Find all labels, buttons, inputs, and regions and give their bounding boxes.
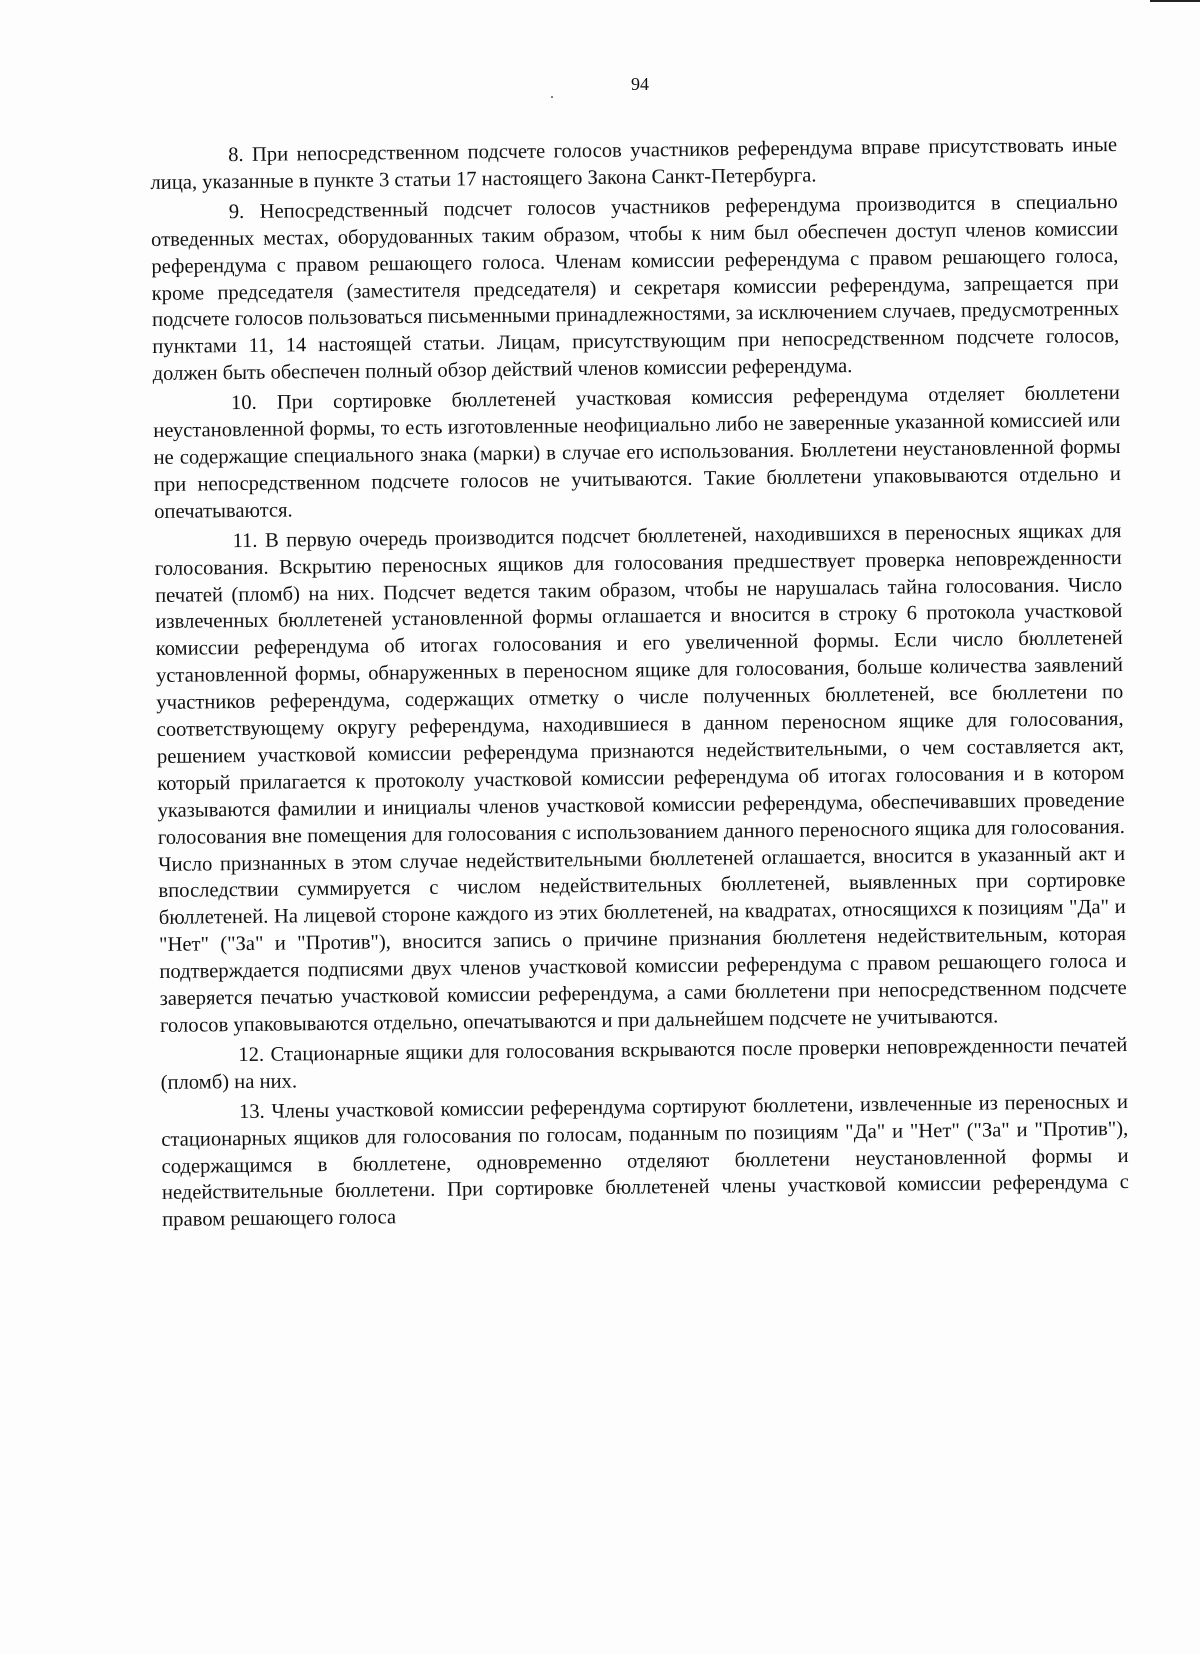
paragraph-13: 13. Члены участковой комиссии референдума сортируют бюллетени, извлеченные из переносных и стационарных ящиков для голосования по голосам, поданным по позициям "Да" и "Нет" ("За" и "Против"), содержащимся в бюллетене, одновременно отделяют бюллетени неустановленной формы и недействительные бюллетени. При сортировке бюллетеней члены участковой комиссии референдума с правом решающего голоса: [161, 1090, 1129, 1232]
paragraph-11: 11. В первую очередь производится подсчет бюллетеней, находившихся в переносных ящиках для голосования. Вскрытию переносных ящиков для голосования предшествует проверка неповрежденности печатей (пломб) на них. Подсчет ведется таким образом, чтобы не нарушалась тайна голосования. Число извлеченных бюллетеней установленной формы оглашается и вносится в строку 6 протокола участковой комиссии референдума об итогах голосования и его увеличенной формы. Если число бюллетеней установленной формы, обнаруженных в переносном ящике для голосования, больше количества заявлений участников референдума, содержащих отметку о числе полученных бюллетеней, все бюллетени по соответствующему округу референдума, находившиеся в данном переносном ящике для голосования, решением участковой комиссии референдума признаются недействительными, о чем составляется акт, который прилагается к протоколу участковой комиссии референдума об итогах голосования и в котором указываются фамилии и инициалы членов участковой комиссии референдума, обеспечивавших проведение голосования вне помещения для голосования с использованием данного переносного ящика для голосования. Число признанных в этом случае недействительными бюллетеней оглашается, вносится в указанный акт и впоследствии суммируется с числом недействительных бюллетеней, выявленных при сортировке бюллетеней. На лицевой стороне каждого из этих бюллетеней, на квадратах, относящихся к позициям "Да" и "Нет" ("За" и "Против"), вносится запись о причине признания бюллетеня недействительным, которая подтверждается подписями двух членов участковой комиссии референдума с правом решающего голоса и заверяется печатью участковой комиссии референдума, а сами бюллетени при непосредственном подсчете голосов упаковываются отдельно, опечатываются и при дальнейшем подсчете не учитываются.: [154, 519, 1127, 1037]
document-body: [150, 132, 1129, 1237]
paragraph-8: 8. При непосредственном подсчете голосов участников референдума вправе присутствовать иные лица, указанные в пункте 3 статьи 17 настоящего Закона Санкт-Петербурга.: [150, 134, 1118, 194]
paragraph-9: 9. Непосредственный подсчет голосов участников референдума производится в специально отведенных местах, оборудованных таким образом, чтобы к ним был обеспечен доступ членов комиссии референдума с правом решающего голоса. Членам комиссии референдума с правом решающего голоса, кроме председателя (заместителя председателя) и секретаря комиссии референдума, запрещается при подсчете голосов пользоваться письменными принадлежностями, за исключением случаев, предусмотренных пунктами 11, 14 настоящей статьи. Лицам, присутствующим при непосредственном подсчете голосов, должен быть обеспечен полный обзор действий членов комиссии референдума.: [150, 190, 1120, 386]
paragraph-10: 10. При сортировке бюллетеней участковая комиссия референдума отделяет бюллетени неустановленной формы, то есть изготовленные неофициально либо не заверенные указанной комиссией или не содержащие специального знака (марки) в случае его использования. Бюллетени неустановленной формы при непосредственном подсчете голосов не учитываются. Такие бюллетени упаковываются отдельно и опечатываются.: [153, 382, 1121, 523]
scan-speck: [551, 96, 553, 98]
paragraph-12: 12. Стационарные ящики для голосования вскрываются после проверки неповрежденности печатей (пломб) на них.: [160, 1033, 1128, 1094]
page-number: 94: [631, 74, 649, 94]
scan-edge-mark: [1150, 0, 1200, 2]
